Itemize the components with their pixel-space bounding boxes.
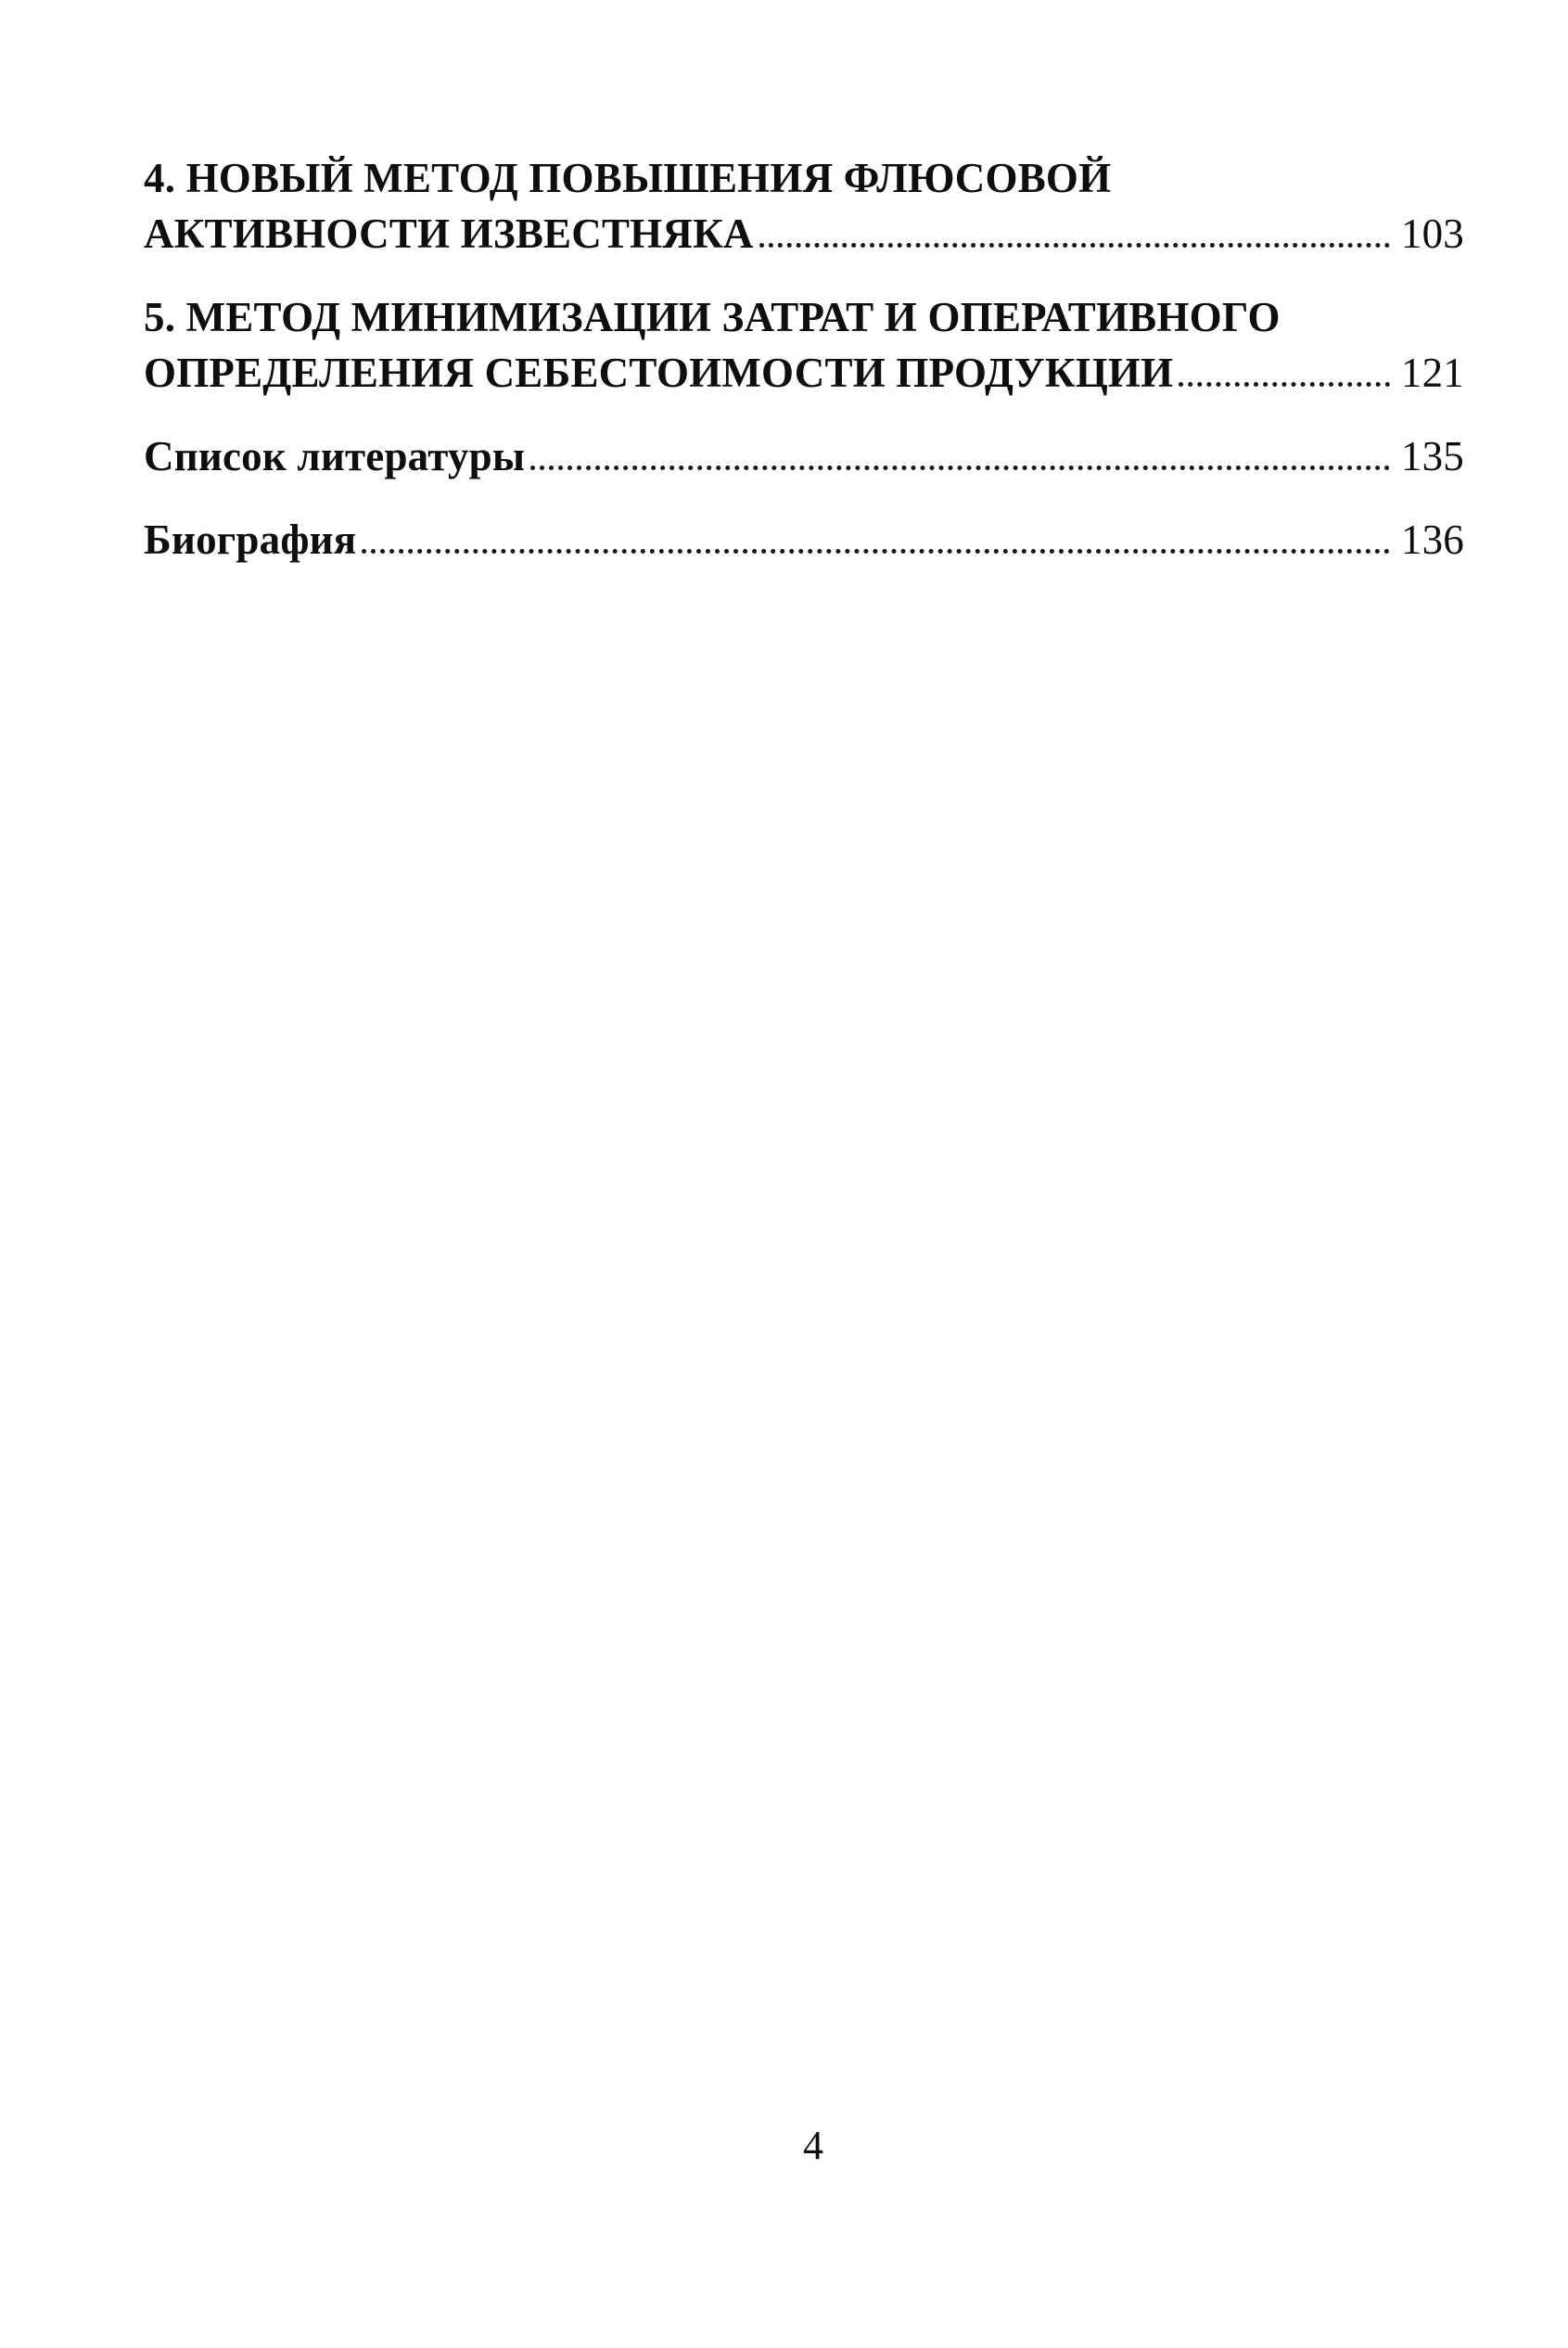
toc-page-number: 103	[1400, 211, 1464, 257]
toc-page-number: 135	[1400, 433, 1464, 479]
toc-entry-title-line-2: АКТИВНОСТИ ИЗВЕСТНЯКА	[144, 211, 754, 257]
toc-entry-title-line-2: ОПРЕДЕЛЕНИЯ СЕБЕСТОИМОСТИ ПРОДУКЦИИ	[144, 350, 1174, 396]
dot-leader	[362, 549, 1390, 554]
dot-leader	[759, 243, 1390, 248]
page-number: 4	[803, 2123, 823, 2168]
toc-entry-chapter-4	[144, 150, 1464, 262]
table-of-contents	[144, 150, 1464, 595]
toc-entry-title: Биография	[144, 517, 357, 563]
toc-entry-biography	[144, 512, 1464, 568]
toc-page-number: 136	[1400, 517, 1464, 563]
toc-entry-title-line-1: 5. МЕТОД МИНИМИЗАЦИИ ЗАТРАТ И ОПЕРАТИВНОГО	[144, 294, 1281, 340]
toc-entry-references	[144, 428, 1464, 484]
toc-entry-title-line-1: 4. НОВЫЙ МЕТОД ПОВЫШЕНИЯ ФЛЮСОВОЙ	[144, 155, 1112, 201]
toc-entry-chapter-5	[144, 289, 1464, 401]
toc-entry-title: Список литературы	[144, 433, 526, 479]
dot-leader	[530, 466, 1390, 470]
dot-leader	[1179, 382, 1390, 387]
toc-page-number: 121	[1400, 350, 1464, 396]
